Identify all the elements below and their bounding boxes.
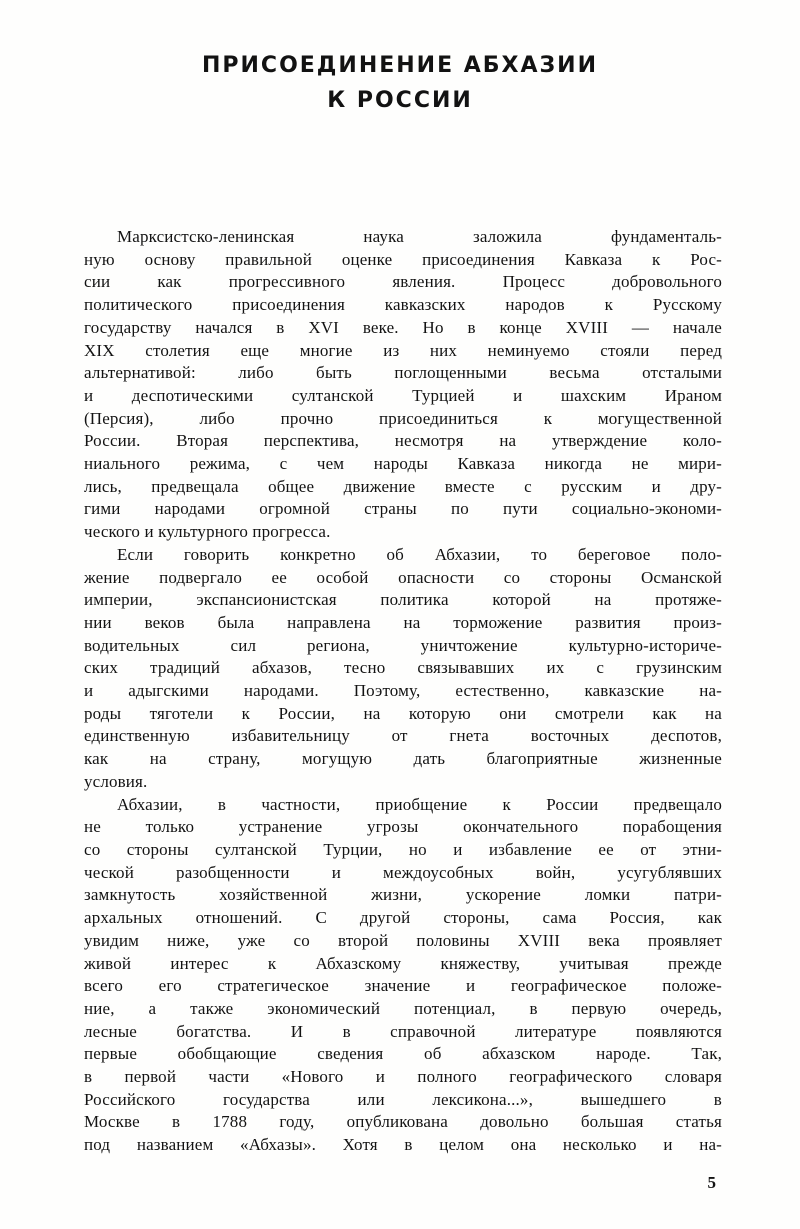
text-line: со стороны султанской Турции, но и избавление ее от этни- [84,839,722,859]
text-line: водительных сил региона, уничтожение культурно-историче- [84,635,722,655]
text-line: условия. [84,771,148,791]
text-line: ниального режима, с чем народы Кавказа никогда не мири- [84,454,722,474]
text-line: роды тяготели к России, на которую они смотрели как на [84,703,722,723]
text-line: всего его стратегическое значение и географическое положе- [84,976,722,996]
text-line: сии как прогрессивного явления. Процесс добровольного [84,272,722,292]
text-line: увидим ниже, уже со второй половины XVIII века проявляет [84,930,722,950]
text-line: альтернативой: либо быть поглощенными весьма отсталыми [84,363,722,383]
title-line-1: ПРИСОЕДИНЕНИЕ АБХАЗИИ [201,53,599,78]
text-line: политического присоединения кавказских народов к Русскому [84,295,722,315]
text-line: как на страну, могущую дать благоприятные жизненные [84,749,722,769]
text-line: не только устранение угрозы окончательного порабощения [84,817,722,837]
title-line-2: К РОССИИ [327,88,473,113]
text-line: и деспотическими султанской Турцией и шахским Ираном [84,385,722,405]
page-number: 5 [707,1173,716,1192]
paragraph [84,226,722,544]
text-line: первые обобщающие сведения об абхазском народе. Так, [84,1044,722,1064]
text-block [84,226,722,1157]
text-line: лесные богатства. И в справочной литературе появляются [84,1021,722,1041]
text-line: (Персия), либо прочно присоединиться к могущественной [84,408,722,428]
text-line: замкнутость хозяйственной жизни, ускорение ломки патри- [84,885,722,905]
text-line: России. Вторая перспектива, несмотря на утверждение коло- [84,431,722,451]
text-line: ческого и культурного прогресса. [84,522,331,542]
text-line: государству начался в XVI веке. Но в конце XVIII — начале [84,317,722,337]
text-line: ние, а также экономический потенциал, в первую очередь, [84,998,722,1018]
text-line: в первой части «Нового и полного географического словаря [84,1067,722,1087]
text-line: Абхазии, в частности, приобщение к России предвещало [117,794,722,814]
text-line: архальных отношений. С другой стороны, сама Россия, как [84,908,722,928]
text-line: XIX столетия еще многие из них неминуемо стояли перед [84,340,722,360]
text-line: ную основу правильной оценке присоединения Кавказа к Рос- [84,249,722,269]
text-line: ческой разобщенности и междоусобных войн, усугублявших [84,862,722,882]
text-line: империи, экспансионистская политика которой на протяже- [84,590,722,610]
text-line: ских традиций абхазов, тесно связывавших их с грузинским [84,658,722,678]
paragraph [84,794,722,1157]
paragraph [84,544,722,794]
text-line: живой интерес к Абхазскому княжеству, учитывая прежде [84,953,722,973]
text-line: Марксистско-ленинская наука заложила фундаменталь- [117,227,722,246]
text-line: под названием «Абхазы». Хотя в целом она несколько и на- [84,1135,722,1155]
text-line: Российского государства или лексикона...», вышедшего в [84,1089,722,1109]
text-line: нии веков была направлена на торможение развития произ- [84,612,722,632]
text-line: гими народами огромной страны по пути социально-экономи- [84,499,722,519]
text-line: единственную избавительницу от гнета восточных деспотов, [84,726,722,746]
text-line: жение подвергало ее особой опасности со стороны Османской [84,567,722,587]
page-title [0,48,800,118]
text-line: лись, предвещала общее движение вместе с русским и дру- [84,476,722,496]
text-line: Москве в 1788 году, опубликована довольно большая статья [84,1112,722,1132]
text-line: Если говорить конкретно об Абхазии, то береговое поло- [117,544,722,564]
text-line: и адыгскими народами. Поэтому, естественно, кавказские на- [84,681,722,701]
